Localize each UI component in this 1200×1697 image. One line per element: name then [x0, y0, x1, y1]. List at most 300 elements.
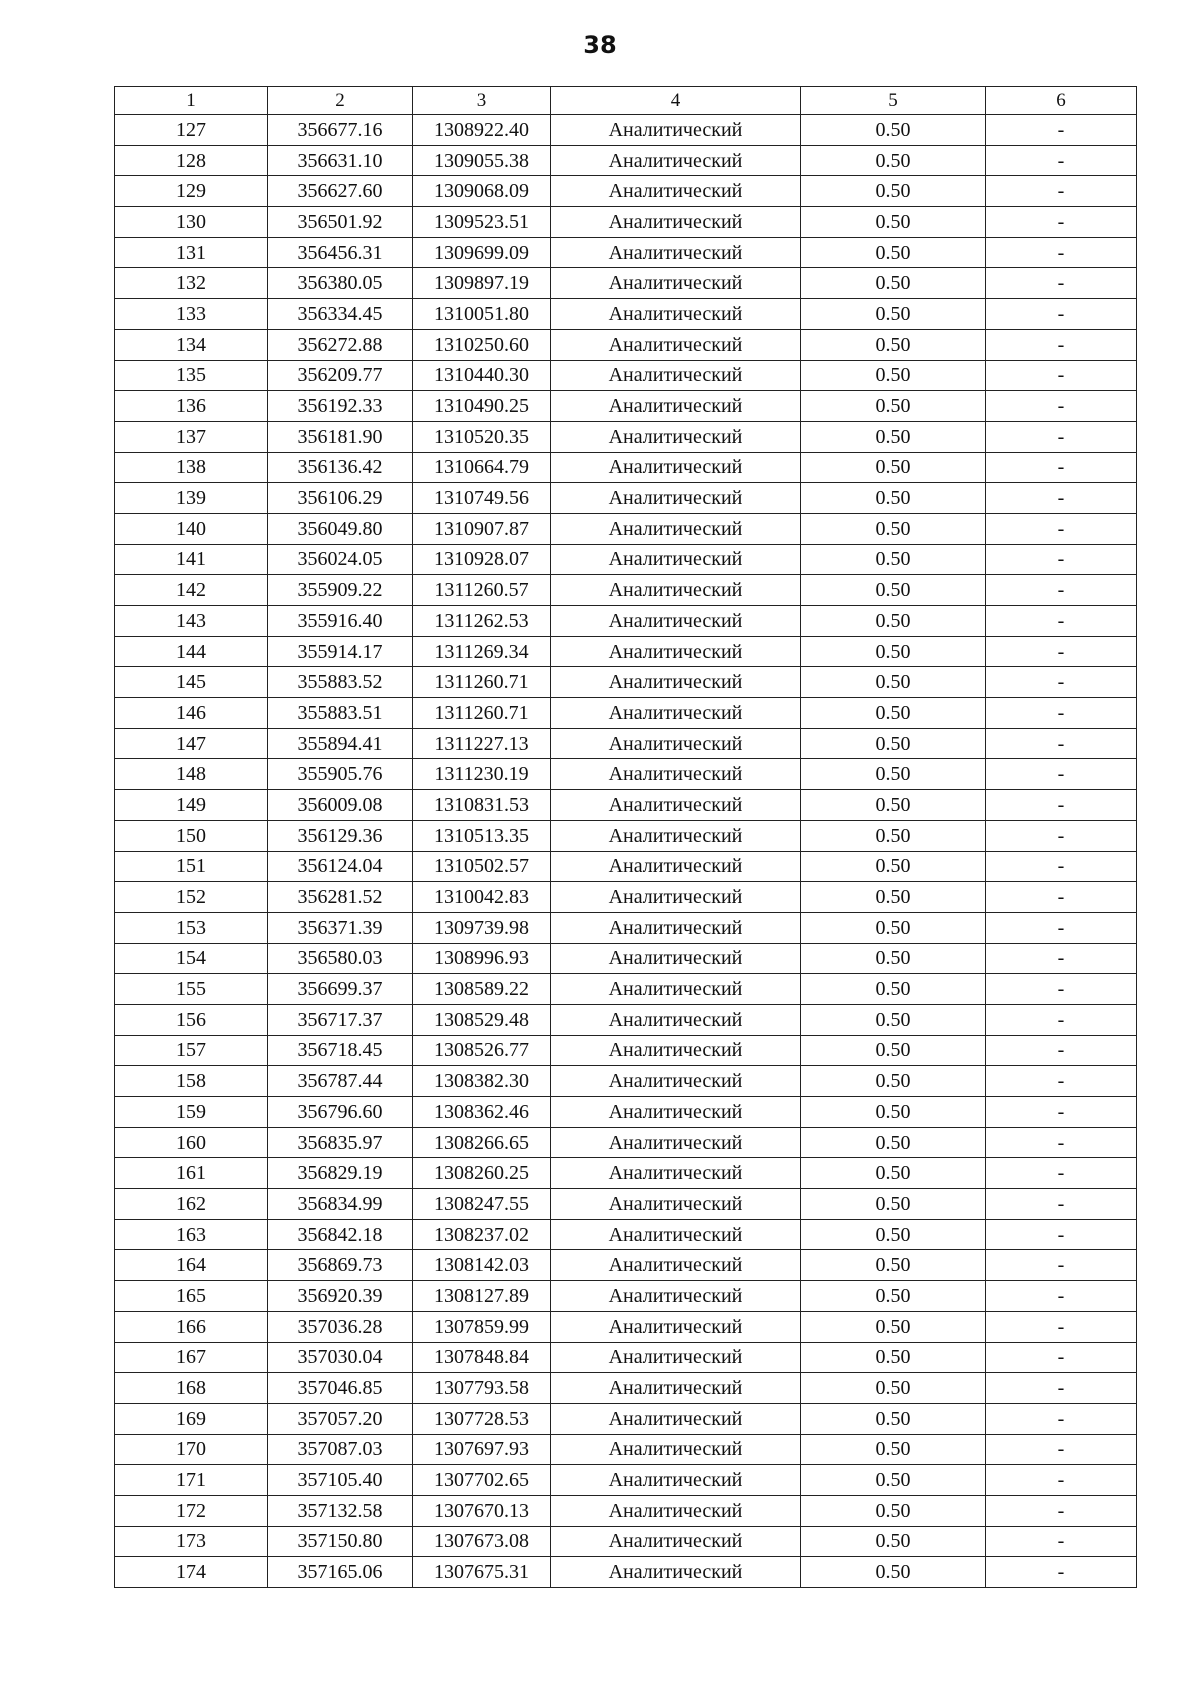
- table-row: [115, 728, 1137, 759]
- accuracy-cell: 0.50: [801, 1158, 986, 1189]
- note-cell: -: [986, 1219, 1137, 1250]
- table-row: [115, 1434, 1137, 1465]
- point-number-cell: 146: [115, 698, 268, 729]
- x-coordinate-cell: 355905.76: [268, 759, 413, 790]
- note-cell: -: [986, 820, 1137, 851]
- accuracy-cell: 0.50: [801, 1465, 986, 1496]
- x-coordinate-cell: 356124.04: [268, 851, 413, 882]
- table-row: [115, 1219, 1137, 1250]
- y-coordinate-cell: 1307670.13: [413, 1495, 551, 1526]
- column-header-6: 6: [986, 87, 1137, 115]
- method-cell: Аналитический: [551, 299, 801, 330]
- y-coordinate-cell: 1307848.84: [413, 1342, 551, 1373]
- accuracy-cell: 0.50: [801, 851, 986, 882]
- method-cell: Аналитический: [551, 667, 801, 698]
- note-cell: -: [986, 636, 1137, 667]
- table-row: [115, 360, 1137, 391]
- point-number-cell: 168: [115, 1373, 268, 1404]
- method-cell: Аналитический: [551, 452, 801, 483]
- table-body: [115, 115, 1137, 1588]
- y-coordinate-cell: 1308260.25: [413, 1158, 551, 1189]
- accuracy-cell: 0.50: [801, 483, 986, 514]
- x-coordinate-cell: 356281.52: [268, 882, 413, 913]
- method-cell: Аналитический: [551, 115, 801, 146]
- point-number-cell: 159: [115, 1097, 268, 1128]
- accuracy-cell: 0.50: [801, 1035, 986, 1066]
- y-coordinate-cell: 1311260.57: [413, 575, 551, 606]
- x-coordinate-cell: 356717.37: [268, 1004, 413, 1035]
- method-cell: Аналитический: [551, 207, 801, 238]
- point-number-cell: 137: [115, 421, 268, 452]
- y-coordinate-cell: 1307859.99: [413, 1311, 551, 1342]
- y-coordinate-cell: 1308996.93: [413, 943, 551, 974]
- x-coordinate-cell: 357057.20: [268, 1403, 413, 1434]
- method-cell: Аналитический: [551, 1373, 801, 1404]
- note-cell: -: [986, 1097, 1137, 1128]
- note-cell: -: [986, 1311, 1137, 1342]
- table-row: [115, 667, 1137, 698]
- table-row: [115, 1281, 1137, 1312]
- note-cell: -: [986, 1281, 1137, 1312]
- accuracy-cell: 0.50: [801, 360, 986, 391]
- y-coordinate-cell: 1308237.02: [413, 1219, 551, 1250]
- column-header-4: 4: [551, 87, 801, 115]
- note-cell: -: [986, 237, 1137, 268]
- accuracy-cell: 0.50: [801, 1066, 986, 1097]
- accuracy-cell: 0.50: [801, 237, 986, 268]
- y-coordinate-cell: 1308266.65: [413, 1127, 551, 1158]
- column-header-3: 3: [413, 87, 551, 115]
- x-coordinate-cell: 355883.51: [268, 698, 413, 729]
- note-cell: -: [986, 1189, 1137, 1220]
- x-coordinate-cell: 356024.05: [268, 544, 413, 575]
- y-coordinate-cell: 1310490.25: [413, 391, 551, 422]
- accuracy-cell: 0.50: [801, 1557, 986, 1588]
- y-coordinate-cell: 1310928.07: [413, 544, 551, 575]
- note-cell: -: [986, 790, 1137, 821]
- accuracy-cell: 0.50: [801, 1526, 986, 1557]
- point-number-cell: 143: [115, 606, 268, 637]
- point-number-cell: 160: [115, 1127, 268, 1158]
- accuracy-cell: 0.50: [801, 268, 986, 299]
- accuracy-cell: 0.50: [801, 636, 986, 667]
- table-row: [115, 606, 1137, 637]
- column-header-5: 5: [801, 87, 986, 115]
- x-coordinate-cell: 356129.36: [268, 820, 413, 851]
- table-row: [115, 421, 1137, 452]
- x-coordinate-cell: 355914.17: [268, 636, 413, 667]
- y-coordinate-cell: 1311230.19: [413, 759, 551, 790]
- method-cell: Аналитический: [551, 698, 801, 729]
- y-coordinate-cell: 1309699.09: [413, 237, 551, 268]
- table-row: [115, 268, 1137, 299]
- note-cell: -: [986, 1403, 1137, 1434]
- table-row: [115, 636, 1137, 667]
- accuracy-cell: 0.50: [801, 759, 986, 790]
- x-coordinate-cell: 357030.04: [268, 1342, 413, 1373]
- x-coordinate-cell: 356181.90: [268, 421, 413, 452]
- table-row: [115, 1189, 1137, 1220]
- note-cell: -: [986, 268, 1137, 299]
- note-cell: -: [986, 513, 1137, 544]
- y-coordinate-cell: 1308127.89: [413, 1281, 551, 1312]
- x-coordinate-cell: 356501.92: [268, 207, 413, 238]
- point-number-cell: 148: [115, 759, 268, 790]
- method-cell: Аналитический: [551, 268, 801, 299]
- table-row: [115, 1403, 1137, 1434]
- accuracy-cell: 0.50: [801, 728, 986, 759]
- x-coordinate-cell: 356580.03: [268, 943, 413, 974]
- note-cell: -: [986, 943, 1137, 974]
- accuracy-cell: 0.50: [801, 1281, 986, 1312]
- accuracy-cell: 0.50: [801, 1250, 986, 1281]
- accuracy-cell: 0.50: [801, 820, 986, 851]
- method-cell: Аналитический: [551, 391, 801, 422]
- method-cell: Аналитический: [551, 1189, 801, 1220]
- y-coordinate-cell: 1308142.03: [413, 1250, 551, 1281]
- method-cell: Аналитический: [551, 1495, 801, 1526]
- x-coordinate-cell: 356380.05: [268, 268, 413, 299]
- y-coordinate-cell: 1307702.65: [413, 1465, 551, 1496]
- method-cell: Аналитический: [551, 974, 801, 1005]
- table-row: [115, 1465, 1137, 1496]
- point-number-cell: 133: [115, 299, 268, 330]
- point-number-cell: 161: [115, 1158, 268, 1189]
- y-coordinate-cell: 1309897.19: [413, 268, 551, 299]
- x-coordinate-cell: 356456.31: [268, 237, 413, 268]
- accuracy-cell: 0.50: [801, 1434, 986, 1465]
- point-number-cell: 140: [115, 513, 268, 544]
- method-cell: Аналитический: [551, 790, 801, 821]
- point-number-cell: 152: [115, 882, 268, 913]
- method-cell: Аналитический: [551, 1066, 801, 1097]
- y-coordinate-cell: 1311227.13: [413, 728, 551, 759]
- point-number-cell: 141: [115, 544, 268, 575]
- y-coordinate-cell: 1310749.56: [413, 483, 551, 514]
- point-number-cell: 162: [115, 1189, 268, 1220]
- accuracy-cell: 0.50: [801, 1189, 986, 1220]
- table-row: [115, 1127, 1137, 1158]
- method-cell: Аналитический: [551, 1465, 801, 1496]
- accuracy-cell: 0.50: [801, 1342, 986, 1373]
- method-cell: Аналитический: [551, 1311, 801, 1342]
- note-cell: -: [986, 1434, 1137, 1465]
- accuracy-cell: 0.50: [801, 882, 986, 913]
- y-coordinate-cell: 1307675.31: [413, 1557, 551, 1588]
- method-cell: Аналитический: [551, 759, 801, 790]
- point-number-cell: 136: [115, 391, 268, 422]
- note-cell: -: [986, 667, 1137, 698]
- note-cell: -: [986, 575, 1137, 606]
- y-coordinate-cell: 1308529.48: [413, 1004, 551, 1035]
- accuracy-cell: 0.50: [801, 176, 986, 207]
- table-row: [115, 299, 1137, 330]
- accuracy-cell: 0.50: [801, 145, 986, 176]
- accuracy-cell: 0.50: [801, 329, 986, 360]
- point-number-cell: 155: [115, 974, 268, 1005]
- x-coordinate-cell: 356192.33: [268, 391, 413, 422]
- y-coordinate-cell: 1309055.38: [413, 145, 551, 176]
- y-coordinate-cell: 1307673.08: [413, 1526, 551, 1557]
- point-number-cell: 139: [115, 483, 268, 514]
- y-coordinate-cell: 1308589.22: [413, 974, 551, 1005]
- x-coordinate-cell: 356835.97: [268, 1127, 413, 1158]
- column-header-2: 2: [268, 87, 413, 115]
- accuracy-cell: 0.50: [801, 421, 986, 452]
- x-coordinate-cell: 356842.18: [268, 1219, 413, 1250]
- y-coordinate-cell: 1307793.58: [413, 1373, 551, 1404]
- point-number-cell: 138: [115, 452, 268, 483]
- accuracy-cell: 0.50: [801, 698, 986, 729]
- x-coordinate-cell: 356631.10: [268, 145, 413, 176]
- method-cell: Аналитический: [551, 1004, 801, 1035]
- note-cell: -: [986, 360, 1137, 391]
- point-number-cell: 128: [115, 145, 268, 176]
- table-row: [115, 1495, 1137, 1526]
- method-cell: Аналитический: [551, 483, 801, 514]
- point-number-cell: 154: [115, 943, 268, 974]
- table-row: [115, 544, 1137, 575]
- note-cell: -: [986, 1158, 1137, 1189]
- point-number-cell: 164: [115, 1250, 268, 1281]
- point-number-cell: 156: [115, 1004, 268, 1035]
- table-row: [115, 115, 1137, 146]
- method-cell: Аналитический: [551, 360, 801, 391]
- table-row: [115, 1097, 1137, 1128]
- x-coordinate-cell: 356049.80: [268, 513, 413, 544]
- accuracy-cell: 0.50: [801, 1127, 986, 1158]
- note-cell: -: [986, 176, 1137, 207]
- y-coordinate-cell: 1310502.57: [413, 851, 551, 882]
- table-row: [115, 452, 1137, 483]
- x-coordinate-cell: 356371.39: [268, 912, 413, 943]
- point-number-cell: 157: [115, 1035, 268, 1066]
- point-number-cell: 174: [115, 1557, 268, 1588]
- x-coordinate-cell: 356272.88: [268, 329, 413, 360]
- accuracy-cell: 0.50: [801, 1219, 986, 1250]
- table-row: [115, 912, 1137, 943]
- accuracy-cell: 0.50: [801, 1403, 986, 1434]
- x-coordinate-cell: 356136.42: [268, 452, 413, 483]
- table-row: [115, 790, 1137, 821]
- point-number-cell: 134: [115, 329, 268, 360]
- table-header: [115, 87, 1137, 115]
- x-coordinate-cell: 356787.44: [268, 1066, 413, 1097]
- method-cell: Аналитический: [551, 329, 801, 360]
- note-cell: -: [986, 145, 1137, 176]
- x-coordinate-cell: 357132.58: [268, 1495, 413, 1526]
- point-number-cell: 163: [115, 1219, 268, 1250]
- method-cell: Аналитический: [551, 851, 801, 882]
- note-cell: -: [986, 1066, 1137, 1097]
- method-cell: Аналитический: [551, 606, 801, 637]
- table-row: [115, 391, 1137, 422]
- table-row: [115, 698, 1137, 729]
- note-cell: -: [986, 1495, 1137, 1526]
- note-cell: -: [986, 1127, 1137, 1158]
- accuracy-cell: 0.50: [801, 790, 986, 821]
- table-row: [115, 513, 1137, 544]
- y-coordinate-cell: 1308526.77: [413, 1035, 551, 1066]
- y-coordinate-cell: 1310250.60: [413, 329, 551, 360]
- table-row: [115, 1158, 1137, 1189]
- y-coordinate-cell: 1310520.35: [413, 421, 551, 452]
- x-coordinate-cell: 355883.52: [268, 667, 413, 698]
- y-coordinate-cell: 1310051.80: [413, 299, 551, 330]
- x-coordinate-cell: 356699.37: [268, 974, 413, 1005]
- method-cell: Аналитический: [551, 728, 801, 759]
- x-coordinate-cell: 357105.40: [268, 1465, 413, 1496]
- y-coordinate-cell: 1310440.30: [413, 360, 551, 391]
- y-coordinate-cell: 1310664.79: [413, 452, 551, 483]
- y-coordinate-cell: 1310513.35: [413, 820, 551, 851]
- accuracy-cell: 0.50: [801, 1495, 986, 1526]
- header-row: [115, 87, 1137, 115]
- note-cell: -: [986, 698, 1137, 729]
- accuracy-cell: 0.50: [801, 391, 986, 422]
- table-row: [115, 207, 1137, 238]
- accuracy-cell: 0.50: [801, 513, 986, 544]
- method-cell: Аналитический: [551, 636, 801, 667]
- method-cell: Аналитический: [551, 882, 801, 913]
- accuracy-cell: 0.50: [801, 1311, 986, 1342]
- note-cell: -: [986, 851, 1137, 882]
- point-number-cell: 153: [115, 912, 268, 943]
- point-number-cell: 170: [115, 1434, 268, 1465]
- point-number-cell: 144: [115, 636, 268, 667]
- table-row: [115, 943, 1137, 974]
- x-coordinate-cell: 356869.73: [268, 1250, 413, 1281]
- accuracy-cell: 0.50: [801, 575, 986, 606]
- method-cell: Аналитический: [551, 1097, 801, 1128]
- method-cell: Аналитический: [551, 1281, 801, 1312]
- y-coordinate-cell: 1308362.46: [413, 1097, 551, 1128]
- point-number-cell: 147: [115, 728, 268, 759]
- note-cell: -: [986, 882, 1137, 913]
- note-cell: -: [986, 1373, 1137, 1404]
- note-cell: -: [986, 606, 1137, 637]
- y-coordinate-cell: 1309068.09: [413, 176, 551, 207]
- x-coordinate-cell: 355894.41: [268, 728, 413, 759]
- x-coordinate-cell: 356920.39: [268, 1281, 413, 1312]
- note-cell: -: [986, 1557, 1137, 1588]
- note-cell: -: [986, 207, 1137, 238]
- y-coordinate-cell: 1311262.53: [413, 606, 551, 637]
- method-cell: Аналитический: [551, 1219, 801, 1250]
- table-row: [115, 1066, 1137, 1097]
- table-row: [115, 1311, 1137, 1342]
- point-number-cell: 167: [115, 1342, 268, 1373]
- note-cell: -: [986, 299, 1137, 330]
- accuracy-cell: 0.50: [801, 299, 986, 330]
- table-row: [115, 851, 1137, 882]
- note-cell: -: [986, 1465, 1137, 1496]
- accuracy-cell: 0.50: [801, 115, 986, 146]
- y-coordinate-cell: 1308922.40: [413, 115, 551, 146]
- method-cell: Аналитический: [551, 513, 801, 544]
- x-coordinate-cell: 356677.16: [268, 115, 413, 146]
- y-coordinate-cell: 1311260.71: [413, 667, 551, 698]
- y-coordinate-cell: 1309523.51: [413, 207, 551, 238]
- table-row: [115, 1342, 1137, 1373]
- table-row: [115, 1250, 1137, 1281]
- accuracy-cell: 0.50: [801, 1097, 986, 1128]
- y-coordinate-cell: 1307728.53: [413, 1403, 551, 1434]
- point-number-cell: 171: [115, 1465, 268, 1496]
- method-cell: Аналитический: [551, 237, 801, 268]
- y-coordinate-cell: 1310831.53: [413, 790, 551, 821]
- method-cell: Аналитический: [551, 912, 801, 943]
- note-cell: -: [986, 1342, 1137, 1373]
- x-coordinate-cell: 356009.08: [268, 790, 413, 821]
- point-number-cell: 131: [115, 237, 268, 268]
- accuracy-cell: 0.50: [801, 943, 986, 974]
- page-number: 38: [583, 31, 617, 59]
- point-number-cell: 132: [115, 268, 268, 299]
- table-row: [115, 974, 1137, 1005]
- table-row: [115, 1557, 1137, 1588]
- method-cell: Аналитический: [551, 1526, 801, 1557]
- point-number-cell: 169: [115, 1403, 268, 1434]
- table-row: [115, 1004, 1137, 1035]
- note-cell: -: [986, 759, 1137, 790]
- y-coordinate-cell: 1310042.83: [413, 882, 551, 913]
- method-cell: Аналитический: [551, 575, 801, 606]
- table-row: [115, 820, 1137, 851]
- note-cell: -: [986, 421, 1137, 452]
- note-cell: -: [986, 728, 1137, 759]
- note-cell: -: [986, 1250, 1137, 1281]
- method-cell: Аналитический: [551, 1342, 801, 1373]
- method-cell: Аналитический: [551, 1434, 801, 1465]
- y-coordinate-cell: 1311269.34: [413, 636, 551, 667]
- point-number-cell: 130: [115, 207, 268, 238]
- accuracy-cell: 0.50: [801, 1373, 986, 1404]
- table-row: [115, 145, 1137, 176]
- note-cell: -: [986, 1526, 1137, 1557]
- method-cell: Аналитический: [551, 820, 801, 851]
- note-cell: -: [986, 391, 1137, 422]
- method-cell: Аналитический: [551, 544, 801, 575]
- x-coordinate-cell: 357087.03: [268, 1434, 413, 1465]
- method-cell: Аналитический: [551, 1158, 801, 1189]
- accuracy-cell: 0.50: [801, 452, 986, 483]
- x-coordinate-cell: 357036.28: [268, 1311, 413, 1342]
- y-coordinate-cell: 1308247.55: [413, 1189, 551, 1220]
- note-cell: -: [986, 452, 1137, 483]
- point-number-cell: 129: [115, 176, 268, 207]
- accuracy-cell: 0.50: [801, 606, 986, 637]
- y-coordinate-cell: 1308382.30: [413, 1066, 551, 1097]
- table-row: [115, 176, 1137, 207]
- note-cell: -: [986, 912, 1137, 943]
- table-row: [115, 759, 1137, 790]
- method-cell: Аналитический: [551, 421, 801, 452]
- x-coordinate-cell: 357165.06: [268, 1557, 413, 1588]
- point-number-cell: 165: [115, 1281, 268, 1312]
- coordinates-table: [114, 86, 1137, 1588]
- x-coordinate-cell: 356209.77: [268, 360, 413, 391]
- table-row: [115, 575, 1137, 606]
- x-coordinate-cell: 356106.29: [268, 483, 413, 514]
- point-number-cell: 149: [115, 790, 268, 821]
- note-cell: -: [986, 1035, 1137, 1066]
- accuracy-cell: 0.50: [801, 207, 986, 238]
- x-coordinate-cell: 356796.60: [268, 1097, 413, 1128]
- method-cell: Аналитический: [551, 1557, 801, 1588]
- point-number-cell: 135: [115, 360, 268, 391]
- method-cell: Аналитический: [551, 176, 801, 207]
